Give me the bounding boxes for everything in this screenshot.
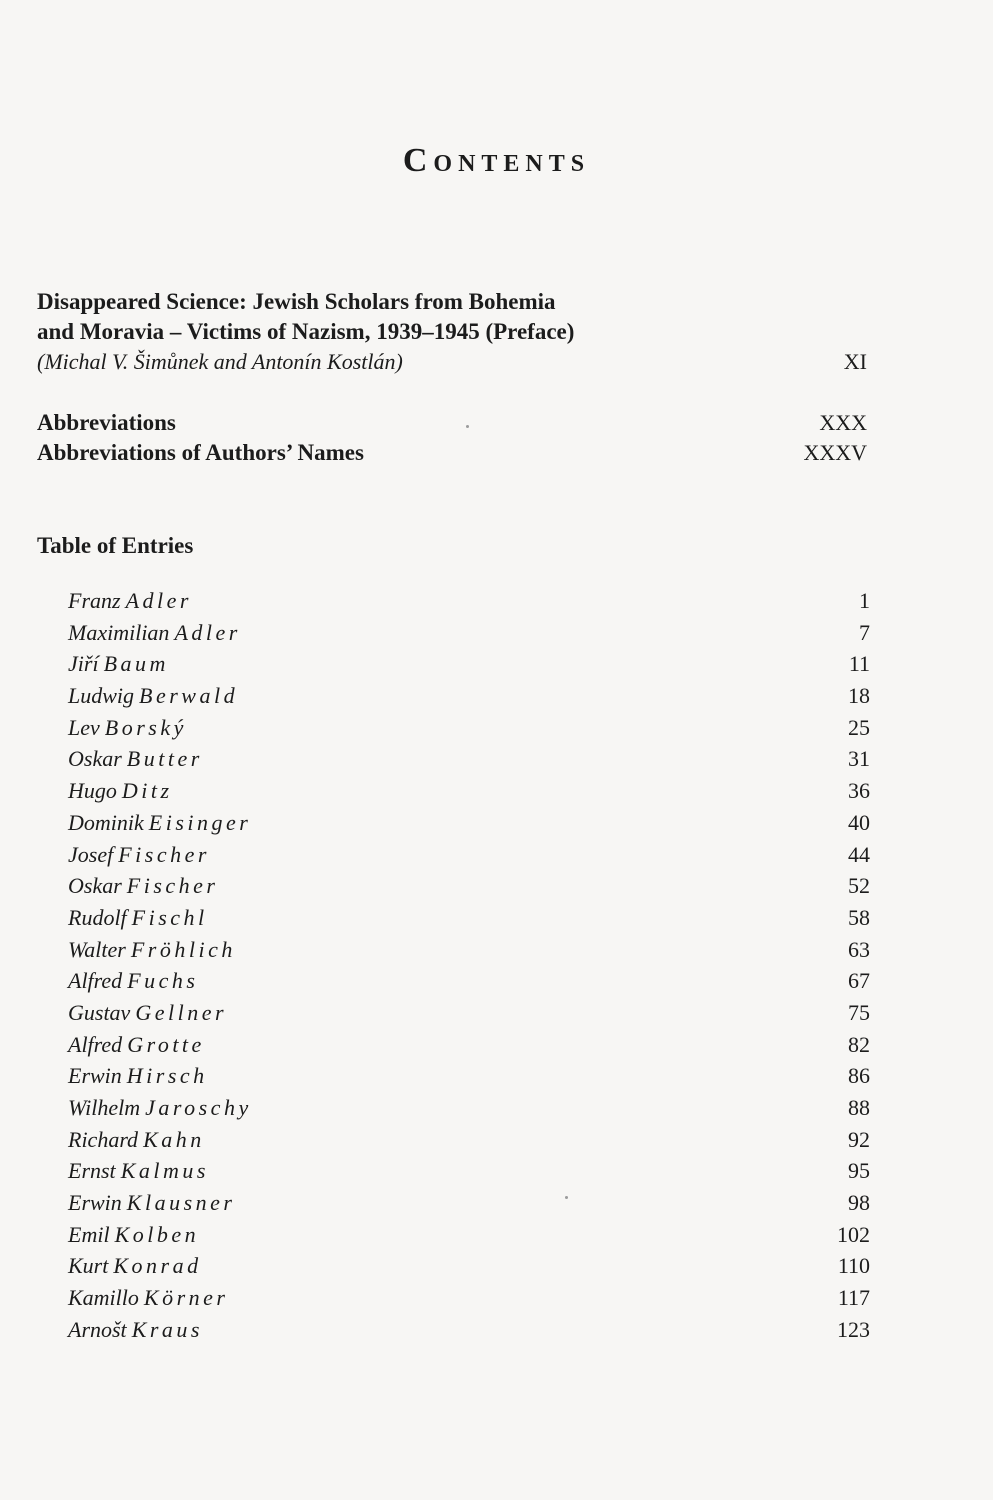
entry-given-name: Hugo — [68, 778, 117, 804]
list-item — [68, 1124, 870, 1156]
entry-surname: Butter — [126, 746, 203, 772]
entry-surname: Baum — [103, 651, 169, 677]
entry-surname: Eisinger — [148, 809, 252, 835]
entry-name — [68, 870, 218, 901]
table-of-entries-heading: Table of Entries — [37, 533, 194, 558]
entry-name — [68, 1250, 202, 1281]
entry-given-name: Wilhelm — [68, 1095, 141, 1120]
list-item — [68, 1187, 870, 1219]
entry-surname: Fischer — [126, 873, 219, 899]
list-item — [68, 807, 870, 839]
entry-page-number: 123 — [837, 1316, 870, 1342]
entry-name — [68, 712, 187, 743]
entry-page-number: 75 — [848, 999, 870, 1025]
entry-name — [68, 775, 173, 806]
list-item — [68, 775, 870, 807]
entry-name — [68, 743, 203, 774]
entry-given-name: Alfred — [68, 968, 123, 994]
entry-name — [68, 1060, 208, 1091]
entry-given-name: Rudolf — [68, 904, 127, 930]
entry-page-number: 95 — [848, 1158, 870, 1184]
entry-surname: Fuchs — [127, 968, 199, 994]
entry-given-name: Kurt — [68, 1253, 109, 1279]
entry-surname: Berwald — [139, 683, 239, 709]
entry-given-name: Ernst — [68, 1158, 116, 1184]
paper-speck — [466, 425, 469, 428]
abbreviations-entry — [37, 408, 867, 438]
list-item — [68, 680, 870, 712]
list-item — [68, 997, 870, 1029]
list-item — [68, 1314, 870, 1346]
entry-page-number: 88 — [848, 1095, 870, 1120]
entry-page-number: 92 — [848, 1126, 870, 1152]
entry-name — [68, 1092, 252, 1123]
entry-given-name: Ludwig — [68, 683, 135, 709]
entry-page-number: 82 — [848, 1031, 870, 1057]
list-item — [68, 1282, 870, 1314]
entry-given-name: Jiří — [68, 651, 99, 677]
entry-name — [68, 807, 251, 838]
entry-page-number: 67 — [848, 968, 870, 994]
entry-surname: Kraus — [131, 1316, 203, 1342]
entry-surname: Hirsch — [126, 1063, 208, 1089]
list-item — [68, 1155, 870, 1187]
entry-given-name: Lev — [68, 714, 100, 740]
entry-name — [68, 1124, 205, 1155]
preface-title-line-2: and Moravia – Victims of Nazism, 1939–1945 (Preface) — [37, 319, 575, 344]
entry-name — [68, 617, 241, 648]
list-item — [68, 870, 870, 902]
entry-page-number: 98 — [848, 1190, 870, 1216]
entry-name — [68, 1187, 235, 1218]
entry-surname: Fischer — [118, 841, 210, 867]
entry-page-number: 117 — [837, 1285, 870, 1311]
entry-page-number: 7 — [859, 619, 870, 645]
entry-page-number: 40 — [848, 809, 870, 835]
abbreviations-block — [37, 408, 867, 468]
preface-entry — [37, 287, 867, 377]
entry-given-name: Gustav — [68, 999, 131, 1025]
entry-surname: Fischl — [131, 904, 208, 930]
entry-surname: Adler — [125, 588, 192, 613]
entry-surname: Kalmus — [120, 1158, 209, 1184]
list-item — [68, 1092, 870, 1124]
entry-page-number: 52 — [848, 873, 870, 899]
entry-given-name: Richard — [68, 1126, 139, 1152]
entry-given-name: Alfred — [68, 1031, 123, 1057]
entry-page-number: 18 — [848, 683, 870, 709]
entry-given-name: Erwin — [68, 1190, 122, 1216]
entry-name — [68, 1155, 209, 1186]
list-item — [68, 1029, 870, 1061]
entry-name — [68, 648, 169, 679]
entry-name — [68, 1282, 228, 1313]
entry-page-number: 110 — [837, 1253, 870, 1279]
entry-surname: Borský — [104, 714, 187, 740]
entry-surname: Klausner — [126, 1190, 236, 1216]
preface-authors-row — [37, 347, 867, 377]
entry-page-number: 11 — [848, 651, 870, 677]
author-abbreviations-page-number: XXXV — [803, 440, 867, 465]
entry-given-name: Maximilian — [68, 619, 170, 645]
entry-page-number: 102 — [837, 1221, 870, 1247]
entry-surname: Konrad — [113, 1253, 202, 1279]
entry-surname: Kolben — [114, 1221, 200, 1247]
entry-name — [68, 934, 236, 965]
preface-page-number: XI — [843, 349, 867, 374]
entry-surname: Gellner — [135, 999, 228, 1025]
entry-name — [68, 1314, 203, 1345]
abbreviations-page-number: XXX — [819, 410, 867, 435]
entry-name — [68, 585, 192, 616]
entry-page-number: 63 — [848, 936, 870, 962]
abbreviations-label: Abbreviations — [37, 410, 176, 435]
entry-page-number: 86 — [848, 1063, 870, 1089]
entry-name — [68, 902, 208, 933]
entry-name — [68, 1219, 199, 1250]
entry-name — [68, 839, 210, 870]
entry-surname: Fröhlich — [130, 936, 236, 962]
entry-surname: Jaroschy — [145, 1095, 252, 1120]
list-item — [68, 648, 870, 680]
entry-surname: Grotte — [127, 1031, 205, 1057]
entry-given-name: Walter — [68, 936, 126, 962]
list-item — [68, 902, 870, 934]
entry-name — [68, 965, 198, 996]
entry-name — [68, 997, 227, 1028]
entry-page-number: 36 — [848, 778, 870, 804]
entry-given-name: Emil — [68, 1221, 110, 1247]
list-item — [68, 585, 870, 617]
list-item — [68, 934, 870, 966]
entry-page-number: 1 — [859, 588, 870, 613]
entry-name — [68, 1029, 205, 1060]
entry-given-name: Josef — [68, 841, 114, 867]
list-item — [68, 743, 870, 775]
entries-list — [68, 585, 870, 1346]
entry-surname: Ditz — [121, 778, 173, 804]
list-item — [68, 1060, 870, 1092]
entry-page-number: 31 — [848, 746, 870, 772]
entry-given-name: Kamillo — [68, 1285, 139, 1311]
entry-page-number: 25 — [848, 714, 870, 740]
preface-authors: (Michal V. Šimůnek and Antonín Kostlán) — [37, 349, 403, 374]
entry-given-name: Franz — [68, 588, 121, 613]
author-abbreviations-entry — [37, 438, 867, 468]
list-item — [68, 712, 870, 744]
list-item — [68, 839, 870, 871]
list-item — [68, 617, 870, 649]
list-item — [68, 1219, 870, 1251]
entry-given-name: Erwin — [68, 1063, 122, 1089]
entry-page-number: 58 — [848, 904, 870, 930]
entry-surname: Kahn — [143, 1126, 205, 1152]
entry-given-name: Oskar — [68, 746, 122, 772]
paper-speck — [565, 1196, 568, 1199]
page-title: Contents — [402, 142, 591, 179]
list-item — [68, 965, 870, 997]
entry-given-name: Dominik — [68, 809, 144, 835]
list-item — [68, 1250, 870, 1282]
entry-surname: Adler — [174, 619, 241, 645]
entry-page-number: 44 — [848, 841, 870, 867]
preface-title-line-1: Disappeared Science: Jewish Scholars from Bohemia — [37, 289, 556, 314]
author-abbreviations-label: Abbreviations of Authors’ Names — [37, 440, 364, 465]
entry-name — [68, 680, 238, 711]
entry-surname: Körner — [143, 1285, 229, 1311]
entry-given-name: Arnošt — [68, 1316, 127, 1342]
entry-given-name: Oskar — [68, 873, 122, 899]
